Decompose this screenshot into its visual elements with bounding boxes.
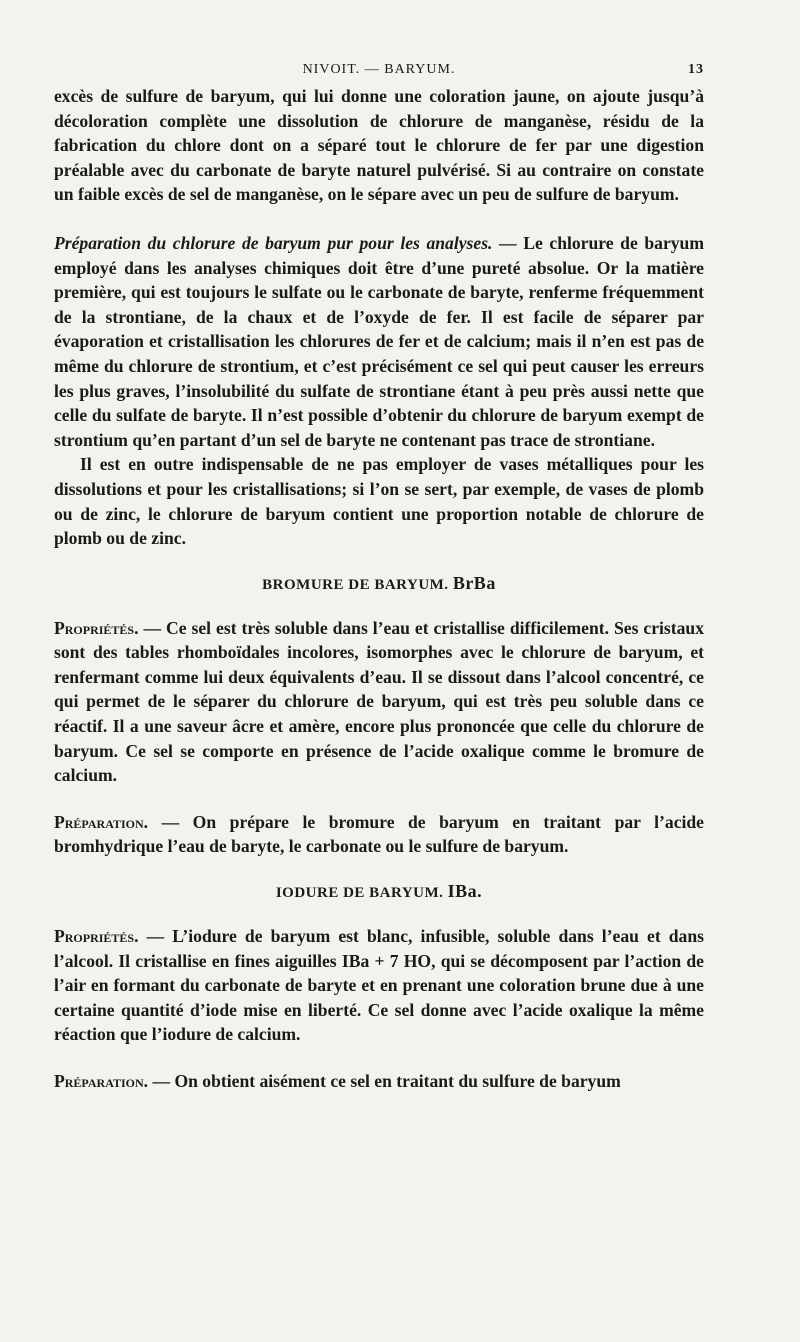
- paragraph-preparation-chlorure: [54, 231, 704, 452]
- running-title: NIVOIT. — BARYUM.: [302, 62, 456, 77]
- chemical-formula: BrBa: [452, 572, 496, 593]
- running-head: [54, 62, 704, 84]
- paragraph-body: — Le chlorure de baryum employé dans les analyses chimiques doit être d’une pureté absolue. Or la matière première, qui est toujours le sulfate ou le carbonate de baryte, renferme fréquemment de la strontiane, de la chaux et de l’oxyde de fer. Il est facile de séparer par évaporation et cristallisation les chlorures de fer et de calcium; mais il n’en est pas de même du chlorure de strontium, et c’est précisément ce sel qui peut causer les erreurs les plus graves, l’insolubilité du sulfate de strontiane étant à peu près aussi nette que celle du sulfate de baryte. Il n’est possible d’obtenir du chlorure de baryum exempt de strontium qu’en partant d’un sel de baryte ne contenant pas trace de strontiane.: [54, 232, 704, 450]
- paragraph-body: — On prépare le bromure de baryum en traitant par l’acide bromhydrique l’eau de baryte, le carbonate ou le sulfure de baryum.: [54, 811, 704, 857]
- paragraph-proprietes-iodure: [54, 924, 704, 1047]
- chemical-formula: IBa.: [447, 881, 483, 902]
- section-name: BROMURE DE BARYUM.: [262, 576, 449, 593]
- section-title-iodure: [54, 881, 704, 902]
- paragraph-lead: Propriétés.: [54, 617, 139, 638]
- section-title-bromure: [54, 573, 704, 594]
- paragraph-lead: Propriétés.: [54, 926, 139, 947]
- paragraph-preparation-iodure: [54, 1069, 704, 1094]
- section-name: IODURE DE BARYUM.: [275, 885, 444, 902]
- paragraph-proprietes-bromure: [54, 616, 704, 788]
- paragraph-lead: Préparation.: [54, 1071, 149, 1091]
- paragraph-lead: Préparation.: [54, 811, 149, 832]
- paragraph-preparation-bromure: [54, 810, 704, 859]
- paragraph-body: — Ce sel est très soluble dans l’eau et cristallise difficilement. Ses cristaux sont des tables rhomboïdales incolores, isomorphes avec le chlorure de baryum, et renfermant comme lui deux équivalents d’eau. Il se dissout dans l’alcool concentré, ce qui permet de le séparer du chlorure de baryum, qui est très peu soluble dans ce réactif. Il a une saveur âcre et amère, encore plus prononcée que celle du chlorure de baryum. Ce sel se comporte en présence de l’acide oxalique comme le bromure de calcium.: [54, 617, 704, 786]
- paragraph-vases: Il est en outre indispensable de ne pas employer de vases métalliques pour les dissolutions et pour les cristallisations; si l’on se sert, par exemple, de vases de plomb ou de zinc, le chlorure de baryum contient une proportion notable de chlorure de plomb ou de zinc.: [54, 454, 704, 549]
- paragraph-continuation: excès de sulfure de baryum, qui lui donne une coloration jaune, on ajoute jusqu’à décoloration complète une dissolution de chlorure de manganèse, résidu de la fabrication du chlore dont on a séparé tout le chlorure de fer par une digestion préalable avec du carbonate de baryte naturel pulvérisé. Si au contraire on constate un faible excès de sel de manganèse, on le sépare avec un peu de sulfure de baryum.: [54, 86, 704, 205]
- paragraph-body: — On obtient aisément ce sel en traitant du sulfure de baryum: [148, 1071, 621, 1091]
- page-number: 13: [688, 62, 704, 77]
- paragraph-body: — L’iodure de baryum est blanc, infusible, soluble dans l’eau et dans l’alcool. Il cristallise en fines aiguilles IBa + 7 HO, qui se décomposent par l’action de l’air en formant du carbonate de baryte et en prenant une coloration brune due à une certaine quantité d’iode mise en liberté. Ce sel donne avec l’acide oxalique la même réaction que l’iodure de calcium.: [54, 926, 704, 1045]
- paragraph-lead: Préparation du chlorure de baryum pur pour les analyses.: [54, 232, 493, 253]
